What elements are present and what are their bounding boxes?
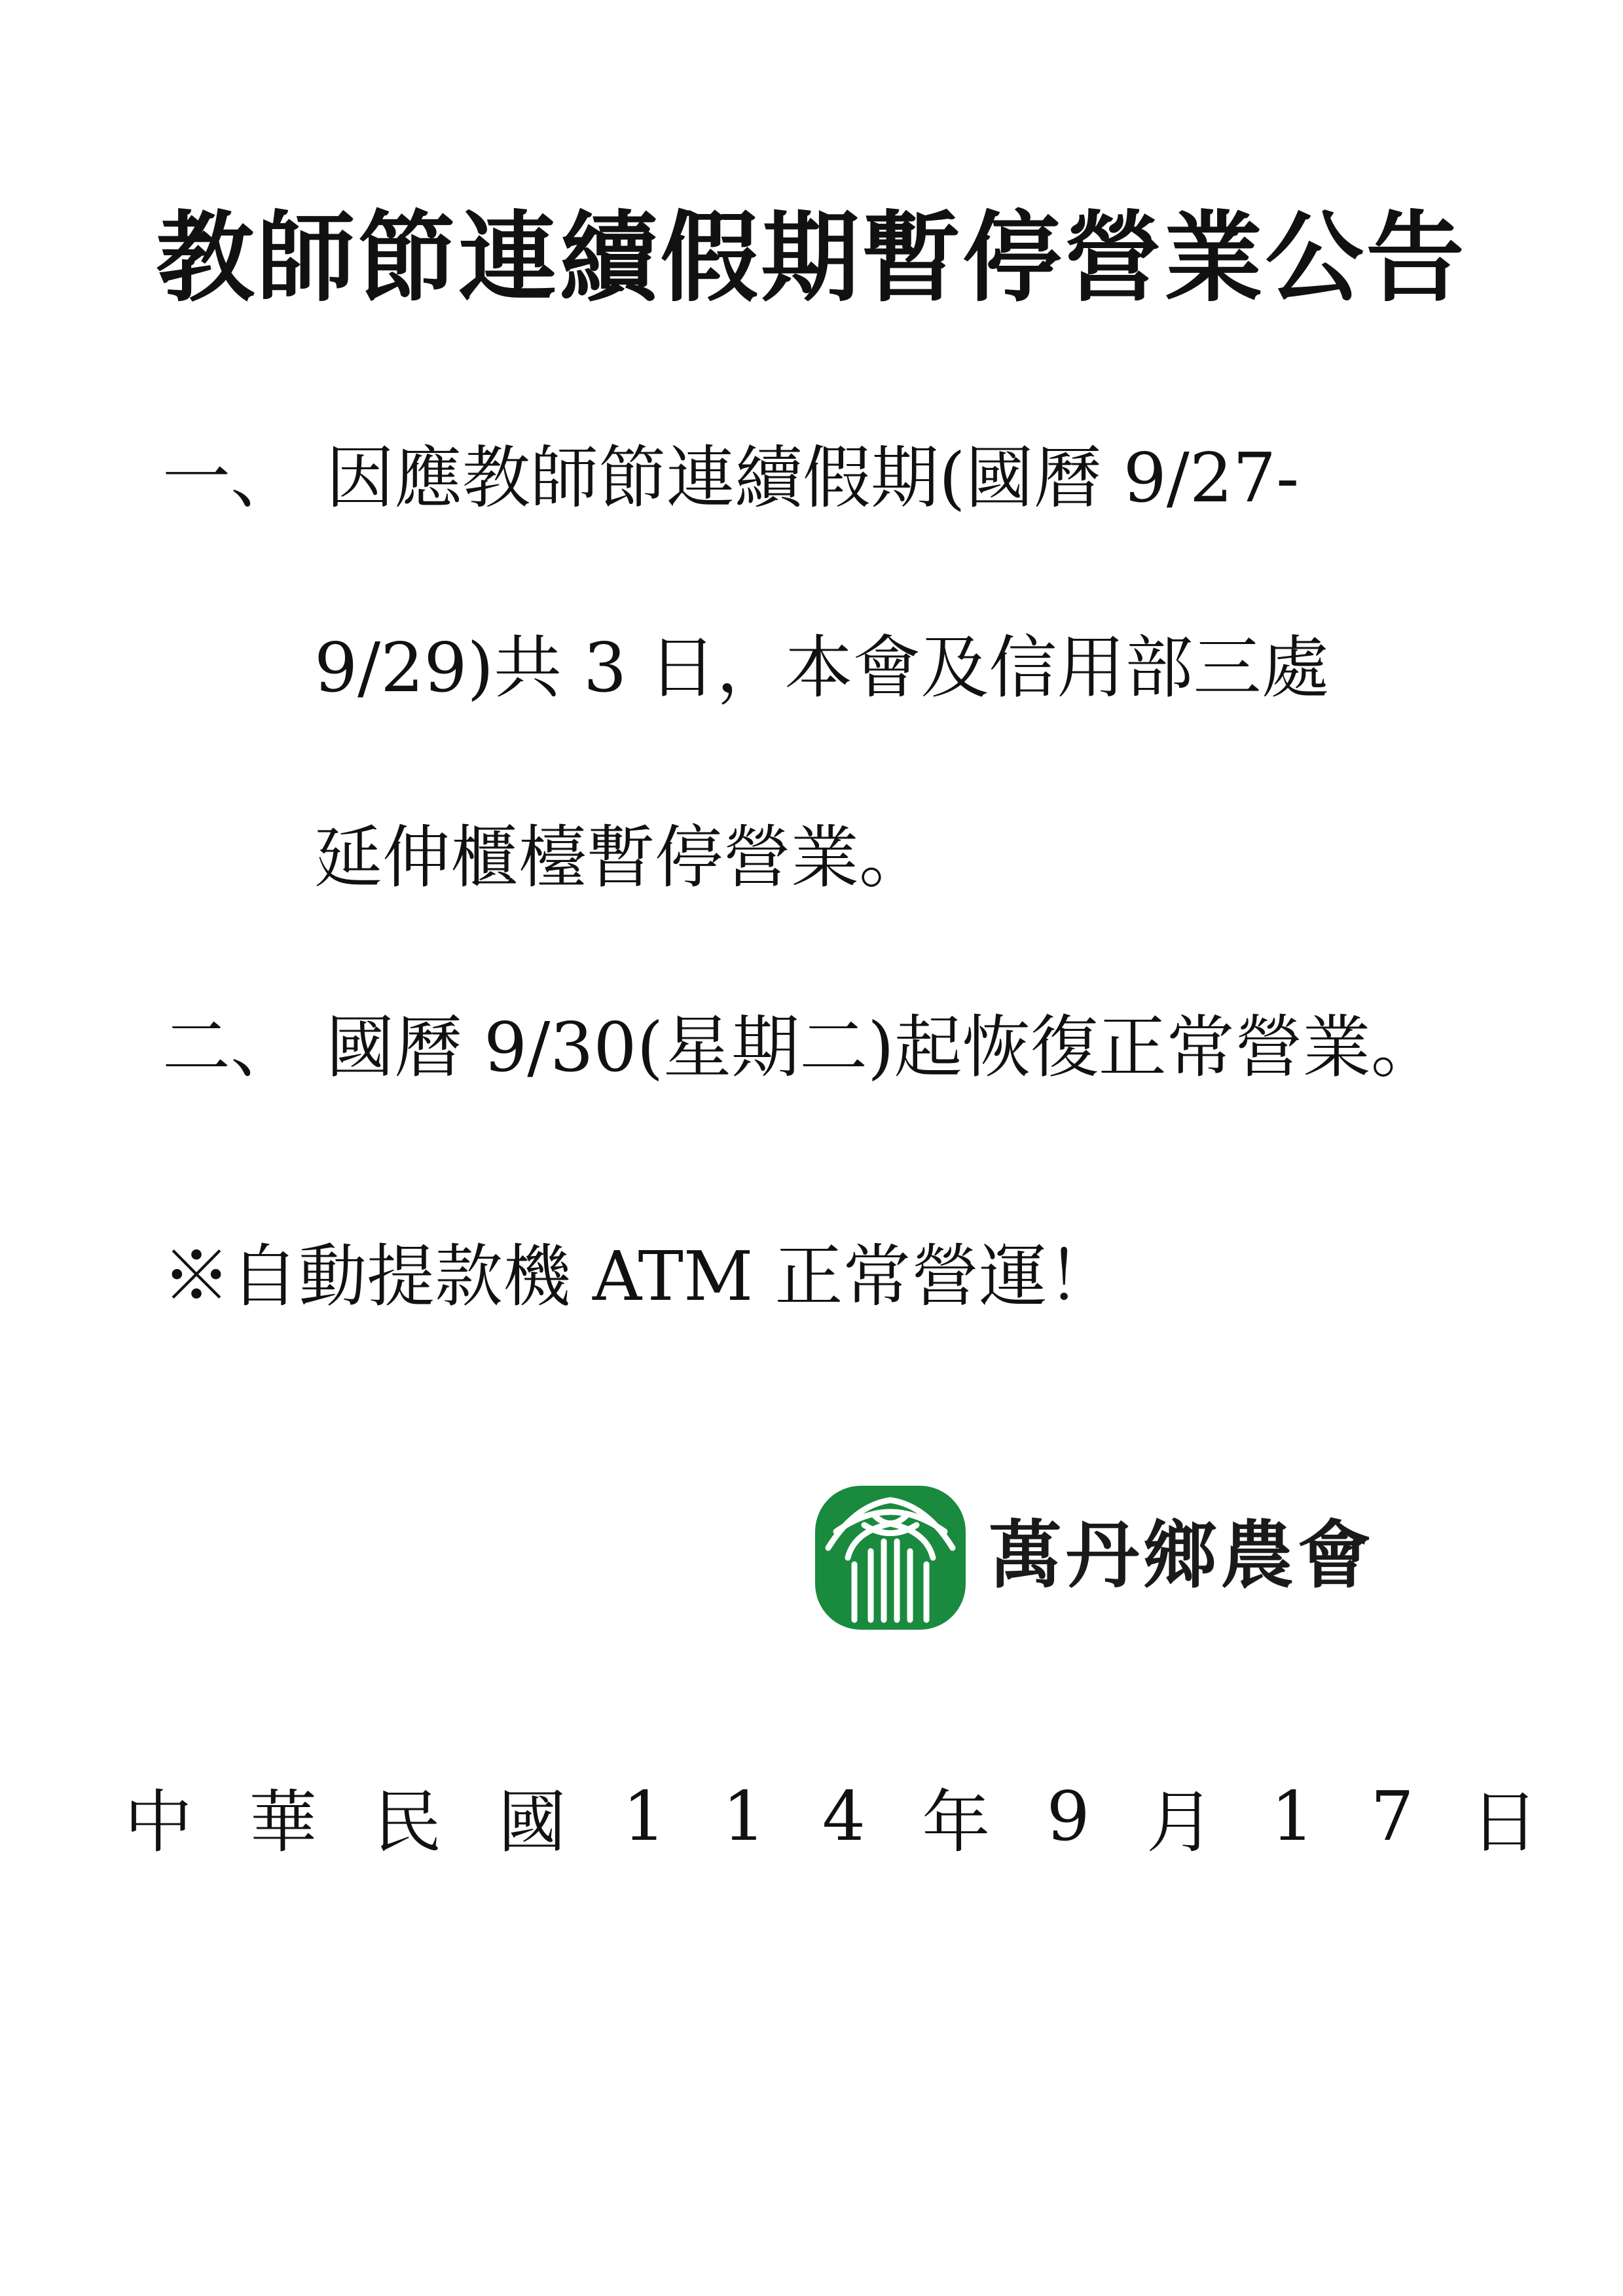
organization-logo bbox=[815, 1486, 1470, 1630]
issue-date bbox=[124, 1767, 1539, 1865]
date-part: 1 bbox=[1271, 1776, 1315, 1856]
date-part: 年 bbox=[922, 1782, 991, 1862]
date-part: 1 bbox=[722, 1776, 766, 1856]
date-part: 民 bbox=[373, 1782, 442, 1862]
notice-title: 教師節連續假期暫停營業公告 bbox=[156, 202, 1467, 315]
item-2-marker: 二、 bbox=[162, 1007, 299, 1087]
item-2-line bbox=[162, 1001, 1439, 1093]
date-part: 1 bbox=[623, 1776, 666, 1856]
item-1-marker: 一、 bbox=[162, 438, 299, 518]
item-1-text-line-3: 延伸櫃檯暫停營業。 bbox=[314, 817, 928, 897]
date-part: 國 bbox=[498, 1782, 566, 1862]
item-1-first-line bbox=[162, 432, 1299, 524]
date-part: 中 bbox=[124, 1782, 193, 1862]
farmers-association-logo-icon bbox=[815, 1486, 966, 1630]
item-2-text: 國曆 9/30(星期二)起恢復正常營業。 bbox=[326, 1007, 1439, 1087]
date-part: 4 bbox=[822, 1776, 866, 1856]
date-part: 9 bbox=[1046, 1776, 1090, 1856]
item-1-text-line-2: 9/29)共 3 日，本會及信用部三處 bbox=[314, 628, 1330, 708]
atm-note: ※自動提款機 ATM 正常營運！ bbox=[162, 1236, 1116, 1316]
date-part: 日 bbox=[1470, 1782, 1539, 1862]
date-part: 華 bbox=[249, 1782, 318, 1862]
date-part: 月 bbox=[1146, 1782, 1214, 1862]
date-part: 7 bbox=[1370, 1776, 1414, 1856]
organization-name: 萬丹鄉農會 bbox=[989, 1513, 1375, 1598]
item-1-text-line-1: 因應教師節連續假期(國曆 9/27- bbox=[326, 438, 1300, 518]
